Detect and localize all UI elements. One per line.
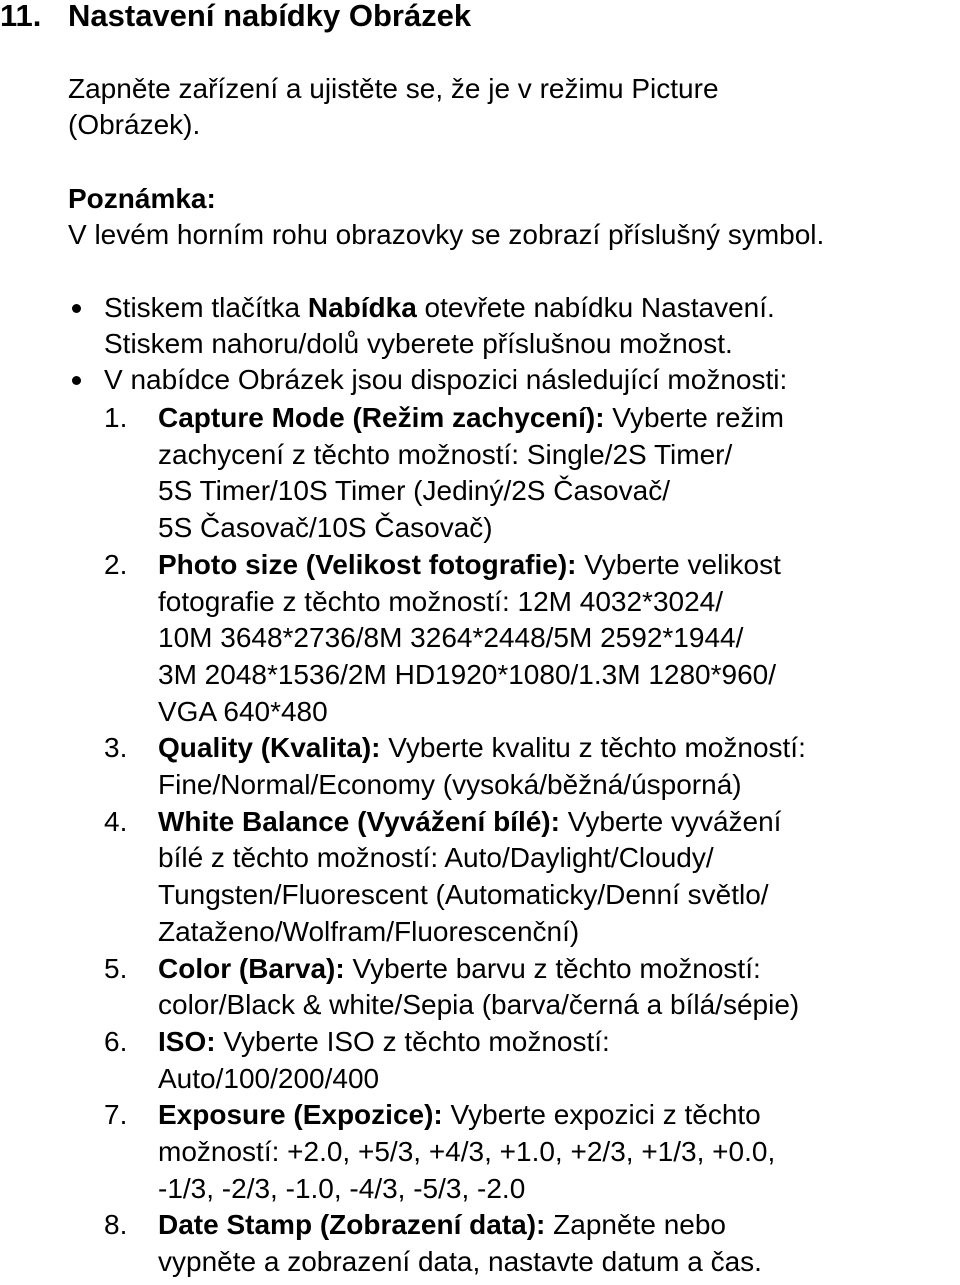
option-label: Photo size (Velikost fotografie): — [158, 548, 577, 580]
bullet-bold-text: Nabídka — [307, 292, 417, 323]
option-text: -1/3, -2/3, -1.0, -4/3, -5/3, -2.0 — [158, 1172, 526, 1204]
option-item — [104, 951, 806, 1024]
option-number: 7. — [104, 1099, 128, 1131]
option-label: Exposure (Expozice): — [158, 1099, 443, 1131]
option-label: Quality (Kvalita): — [158, 732, 381, 764]
note-text: V levém horním rohu obrazovky se zobrazí příslušný symbol. — [68, 219, 825, 250]
option-label: Color (Barva): — [158, 952, 345, 984]
section-number: 11. — [0, 0, 42, 33]
option-item — [104, 1207, 806, 1280]
bullet-text: otevřete nabídku Nastavení. — [416, 292, 775, 323]
option-list — [104, 400, 806, 1281]
option-item — [104, 400, 806, 547]
option-text: Auto/100/200/400 — [158, 1062, 380, 1094]
option-text: zachycení z těchto možností: Single/2S Timer/ — [158, 438, 733, 470]
option-text: 3M 2048*1536/2M HD1920*1080/1.3M 1280*960/ — [158, 658, 777, 690]
bullet-line — [104, 362, 787, 398]
bullet-icon — [72, 304, 81, 313]
bullet-text: V nabídce Obrázek jsou dispozici následující možnosti: — [104, 364, 788, 395]
bullet-line — [104, 290, 787, 326]
intro-line: (Obrázek). — [68, 109, 201, 140]
option-number: 1. — [104, 402, 128, 433]
option-text: vypněte a zobrazení data, nastavte datum a čas. — [158, 1246, 762, 1278]
option-text: Zataženo/Wolfram/Fluorescenční) — [158, 915, 580, 947]
option-text: color/Black & white/Sepia (barva/černá a bílá/sépie) — [158, 989, 800, 1021]
option-text: Vyberte vyvážení — [559, 805, 782, 837]
option-item — [104, 804, 806, 951]
option-text: fotografie z těchto možností: 12M 4032*3024/ — [158, 585, 724, 617]
intro-paragraph — [68, 71, 719, 143]
option-text: 5S Časovač/10S Časovač) — [158, 512, 493, 544]
option-text: Vyberte barvu z těchto možností: — [344, 952, 761, 984]
option-item — [104, 1097, 806, 1207]
option-line — [158, 400, 806, 437]
option-text: 10M 3648*2736/8M 3264*2448/5M 2592*1944/ — [158, 622, 744, 654]
option-line — [158, 547, 806, 584]
option-item — [104, 547, 806, 731]
option-text: Tungsten/Fluorescent (Automaticky/Denní světlo/ — [158, 879, 769, 911]
option-number: 4. — [104, 805, 128, 837]
option-number: 6. — [104, 1025, 128, 1057]
option-label: Capture Mode (Režim zachycení): — [158, 402, 605, 433]
section-title: Nastavení nabídky Obrázek — [68, 0, 472, 33]
option-number: 3. — [104, 732, 128, 764]
option-number: 8. — [104, 1209, 128, 1241]
bullet-text: Stiskem tlačítka — [104, 292, 308, 323]
option-text: Vyberte režim — [604, 402, 784, 433]
note-label: Poznámka: — [68, 183, 216, 214]
option-line — [158, 804, 806, 841]
note-block — [68, 181, 824, 253]
option-text: Zapněte nebo — [545, 1209, 726, 1241]
option-text: Vyberte ISO z těchto možností: — [215, 1025, 610, 1057]
section-heading — [0, 0, 471, 36]
option-text: bílé z těchto možností: Auto/Daylight/Cloudy/ — [158, 842, 714, 874]
option-item — [104, 730, 806, 803]
bullet-icon — [72, 376, 81, 385]
option-text: Fine/Normal/Economy (vysoká/běžná/úsporná) — [158, 769, 742, 801]
option-text: Vyberte expozici z těchto — [442, 1099, 761, 1131]
bullet-item — [68, 290, 787, 362]
option-text: VGA 640*480 — [158, 695, 328, 727]
option-text: Vyberte velikost — [576, 548, 781, 580]
option-item — [104, 1024, 806, 1097]
option-label: White Balance (Vyvážení bílé): — [158, 805, 560, 837]
option-text: 5S Timer/10S Timer (Jediný/2S Časovač/ — [158, 475, 670, 507]
option-number: 5. — [104, 952, 128, 984]
bullet-text: Stiskem nahoru/dolů vyberete příslušnou možnost. — [104, 328, 733, 359]
bullet-list — [68, 290, 787, 398]
bullet-line — [104, 326, 787, 362]
option-label: Date Stamp (Zobrazení data): — [158, 1209, 546, 1241]
option-label: ISO: — [158, 1025, 216, 1057]
option-line — [158, 730, 806, 767]
option-number: 2. — [104, 548, 128, 580]
option-line — [158, 951, 806, 988]
bullet-item — [68, 362, 787, 398]
option-text: možností: +2.0, +5/3, +4/3, +1.0, +2/3, +1/3, +0.0, — [158, 1136, 776, 1168]
option-line — [158, 1097, 806, 1134]
option-text: Vyberte kvalitu z těchto možností: — [380, 732, 806, 764]
option-line — [158, 1207, 806, 1244]
option-line — [158, 1024, 806, 1061]
intro-line: Zapněte zařízení a ujistěte se, že je v režimu Picture — [68, 73, 719, 104]
